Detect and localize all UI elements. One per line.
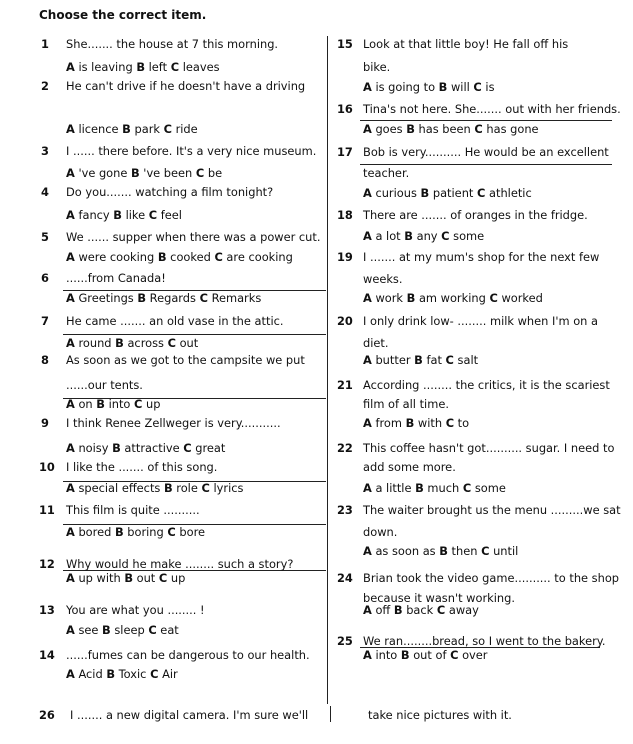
question-text: According ........ the critics, it is the scariest	[363, 378, 610, 392]
option-text: noisy	[74, 441, 113, 455]
option-text: up	[167, 571, 186, 585]
option-letter: B	[124, 571, 133, 585]
option-text: Greetings	[74, 291, 138, 305]
question-text: ......from Canada!	[66, 271, 166, 285]
option-letter: A	[363, 481, 372, 495]
option-letter: A	[66, 571, 75, 585]
option-text: leaves	[179, 60, 220, 74]
question-number: 1	[41, 37, 49, 51]
option-letter: C	[436, 603, 446, 617]
option-text: park	[130, 122, 164, 136]
question-text: Tina's not here. She....... out with her friends.	[363, 102, 621, 116]
question-text: We ...... supper when there was a power cut.	[66, 230, 321, 244]
option-letter: B	[114, 525, 124, 539]
option-letter: A	[363, 291, 372, 305]
question-text: I ....... at my mum's shop for the next few	[363, 250, 600, 264]
question-text-continued: down.	[363, 525, 398, 539]
option-text: Remarks	[207, 291, 262, 305]
answer-options	[66, 122, 198, 136]
option-text: back	[402, 603, 437, 617]
option-letter: C	[489, 291, 498, 305]
option-letter: B	[406, 291, 416, 305]
column-divider	[327, 36, 328, 704]
option-letter: A	[363, 80, 372, 94]
question-number: 11	[39, 503, 55, 517]
question-text-continued: diet.	[363, 336, 389, 350]
question-text: This film is quite ..........	[66, 503, 200, 517]
question-text: Do you....... watching a film tonight?	[66, 185, 274, 199]
option-letter: C	[477, 186, 486, 200]
option-letter: A	[363, 229, 372, 243]
answer-options	[66, 623, 179, 637]
answer-options	[66, 481, 243, 495]
option-letter: A	[363, 186, 372, 200]
question-text: Why would he make ........ such a story?	[66, 557, 294, 571]
question-text: Brian took the video game.......... to the shop	[363, 571, 620, 585]
answer-options	[363, 186, 532, 200]
option-text: round	[74, 336, 116, 350]
question-text-continued: because it wasn't working.	[363, 591, 515, 605]
option-letter: B	[163, 481, 173, 495]
option-text: out	[133, 571, 159, 585]
question-text: He can't drive if he doesn't have a driving	[66, 79, 306, 93]
option-text: work	[371, 291, 407, 305]
option-text: will	[447, 80, 474, 94]
question-number: 14	[39, 648, 55, 662]
option-letter: A	[66, 250, 75, 264]
option-letter: B	[400, 648, 410, 662]
option-letter: C	[167, 525, 176, 539]
option-letter: C	[445, 416, 455, 430]
question-number: 16	[337, 102, 353, 116]
option-text: sleep	[110, 623, 149, 637]
question-number: 9	[41, 416, 49, 430]
option-letter: C	[163, 122, 172, 136]
question-number: 18	[337, 208, 353, 222]
option-letter: B	[131, 166, 140, 180]
option-letter: B	[393, 603, 403, 617]
question-text: Bob is very.......... He would be an excellent	[363, 145, 609, 159]
question-number: 25	[337, 634, 353, 648]
option-letter: C	[473, 80, 482, 94]
option-text: worked	[497, 291, 543, 305]
question-number: 8	[41, 353, 49, 367]
question-text: We ran........bread, so I went to the bakery.	[363, 634, 606, 648]
question-number: 10	[39, 460, 55, 474]
option-letter: C	[199, 291, 208, 305]
option-letter: A	[66, 397, 75, 411]
question-text-continued: bike.	[363, 60, 391, 74]
option-letter: B	[406, 122, 415, 136]
option-letter: C	[148, 623, 157, 637]
option-letter: A	[66, 336, 75, 350]
option-text: as soon as	[371, 544, 440, 558]
option-letter: B	[112, 441, 121, 455]
option-text: special effects	[74, 481, 164, 495]
question-text: I ...... there before. It's a very nice museum.	[66, 144, 317, 158]
question-number: 20	[337, 314, 353, 328]
option-text: to	[454, 416, 470, 430]
question-text: He came ....... an old vase in the attic.	[66, 314, 284, 328]
question-number: 13	[39, 603, 55, 617]
option-text: away	[445, 603, 479, 617]
option-letter: A	[363, 648, 372, 662]
answer-options	[66, 291, 261, 305]
question-number: 15	[337, 37, 353, 51]
answer-options	[363, 291, 543, 305]
option-text: fancy	[74, 208, 114, 222]
option-letter: B	[438, 80, 448, 94]
option-text: has been	[414, 122, 475, 136]
answer-options	[66, 525, 205, 539]
option-text: over	[458, 648, 488, 662]
option-letter: A	[66, 441, 75, 455]
option-text: some	[449, 229, 485, 243]
rule	[63, 334, 326, 335]
question-text: I think Renee Zellweger is very...........	[66, 416, 281, 430]
option-text: fat	[422, 353, 446, 367]
question-number: 5	[41, 230, 49, 244]
option-letter: A	[66, 291, 75, 305]
option-letter: A	[363, 603, 372, 617]
question-text: There are ....... of oranges in the fridge.	[363, 208, 588, 222]
option-text: is	[481, 80, 495, 94]
option-text: boring	[123, 525, 168, 539]
option-text: a lot	[371, 229, 405, 243]
option-text: 've been	[139, 166, 196, 180]
option-letter: A	[66, 122, 75, 136]
answer-options	[363, 229, 484, 243]
option-letter: C	[481, 544, 490, 558]
rule	[360, 120, 612, 121]
answer-options	[66, 166, 222, 180]
option-text: goes	[371, 122, 407, 136]
answer-options	[363, 648, 487, 662]
option-text: out	[175, 336, 199, 350]
option-text: left	[145, 60, 171, 74]
rule	[360, 164, 612, 165]
option-letter: A	[66, 166, 75, 180]
question-text: As soon as we got to the campsite we put	[66, 353, 305, 367]
option-letter: A	[363, 416, 372, 430]
option-letter: B	[414, 353, 423, 367]
option-letter: C	[150, 667, 159, 681]
answer-options	[66, 571, 185, 585]
option-text: some	[471, 481, 506, 495]
question-text: ......fumes can be dangerous to our health.	[66, 648, 310, 662]
option-text: were cooking	[74, 250, 158, 264]
option-letter: B	[136, 60, 145, 74]
page-title: Choose the correct item.	[39, 8, 207, 22]
option-text: with	[414, 416, 446, 430]
option-text: athletic	[485, 186, 532, 200]
option-letter: B	[420, 186, 430, 200]
option-text: curious	[371, 186, 421, 200]
option-letter: B	[113, 208, 122, 222]
option-letter: A	[66, 525, 75, 539]
question-text-continued: weeks.	[363, 272, 403, 286]
column-divider-bottom	[330, 706, 331, 722]
option-letter: B	[115, 336, 124, 350]
question-text: I only drink low- ........ milk when I'm on a	[363, 314, 598, 328]
question-text: She....... the house at 7 this morning.	[66, 37, 279, 51]
option-letter: C	[195, 166, 205, 180]
option-letter: A	[66, 60, 75, 74]
question-number: 4	[41, 185, 49, 199]
question-number: 17	[337, 145, 353, 159]
answer-options	[363, 544, 518, 558]
option-letter: B	[102, 623, 111, 637]
option-text: across	[123, 336, 168, 350]
question-number: 22	[337, 441, 353, 455]
question-number: 19	[337, 250, 353, 264]
option-letter: C	[167, 336, 176, 350]
option-letter: B	[137, 291, 147, 305]
option-letter: A	[66, 667, 75, 681]
question-text: You are what you ........ !	[66, 603, 205, 617]
option-letter: B	[439, 544, 448, 558]
option-text: out of	[409, 648, 451, 662]
answer-options	[66, 208, 182, 222]
option-letter: C	[134, 397, 143, 411]
option-text: am working	[415, 291, 490, 305]
question-number: 23	[337, 503, 353, 517]
option-text: see	[74, 623, 103, 637]
option-letter: C	[462, 481, 472, 495]
option-text: eat	[156, 623, 179, 637]
option-text: is going to	[371, 80, 439, 94]
option-letter: C	[201, 481, 210, 495]
answer-options	[66, 60, 220, 74]
option-text: is leaving	[74, 60, 137, 74]
option-letter: C	[450, 648, 459, 662]
option-text: on	[74, 397, 97, 411]
option-text: are cooking	[222, 250, 293, 264]
option-letter: A	[66, 623, 75, 637]
option-text: until	[489, 544, 519, 558]
option-letter: A	[363, 544, 372, 558]
option-text: patient	[429, 186, 477, 200]
option-text: lyrics	[209, 481, 244, 495]
question-number: 3	[41, 144, 49, 158]
option-text: bored	[74, 525, 115, 539]
question-text-continued: film of all time.	[363, 397, 449, 411]
option-letter: C	[214, 250, 223, 264]
option-text: up	[142, 397, 161, 411]
option-text: into	[104, 397, 135, 411]
option-text: into	[371, 648, 401, 662]
option-letter: C	[158, 571, 168, 585]
question-text: I ....... a new digital camera. I'm sure we'll	[70, 708, 309, 722]
option-text: has gone	[482, 122, 539, 136]
option-text: attractive	[120, 441, 184, 455]
option-text: Air	[158, 667, 178, 681]
question-number: 21	[337, 378, 353, 392]
answer-options	[363, 481, 506, 495]
option-text: from	[371, 416, 406, 430]
option-text: role	[172, 481, 202, 495]
option-letter: C	[441, 229, 450, 243]
question-text-continued: add some more.	[363, 460, 456, 474]
option-text: bore	[175, 525, 206, 539]
option-letter: B	[415, 481, 424, 495]
option-text: ride	[171, 122, 198, 136]
question-number: 26	[39, 708, 55, 722]
option-letter: C	[148, 208, 158, 222]
option-text: cooked	[166, 250, 215, 264]
answer-options	[363, 416, 469, 430]
option-text: licence	[74, 122, 123, 136]
question-number: 2	[41, 79, 49, 93]
option-letter: C	[183, 441, 192, 455]
question-number: 6	[41, 271, 49, 285]
question-number: 7	[41, 314, 49, 328]
question-number: 24	[337, 571, 353, 585]
answer-options	[66, 397, 160, 411]
option-letter: B	[96, 397, 105, 411]
option-letter: A	[363, 353, 372, 367]
option-text: much	[423, 481, 463, 495]
option-text: great	[191, 441, 226, 455]
option-letter: C	[445, 353, 454, 367]
question-text-continued: ......our tents.	[66, 378, 143, 392]
answer-options	[363, 603, 479, 617]
question-number: 12	[39, 557, 55, 571]
option-letter: B	[404, 229, 413, 243]
question-text: I like the ....... of this song.	[66, 460, 218, 474]
answer-options	[363, 122, 539, 136]
option-text: a little	[371, 481, 416, 495]
option-text: like	[121, 208, 149, 222]
option-letter: C	[170, 60, 180, 74]
answer-options	[66, 250, 293, 264]
option-text: 've gone	[74, 166, 131, 180]
option-text: salt	[453, 353, 479, 367]
option-letter: B	[106, 667, 116, 681]
option-letter: C	[474, 122, 483, 136]
question-text-continued: teacher.	[363, 166, 410, 180]
option-text: feel	[157, 208, 182, 222]
option-letter: B	[405, 416, 415, 430]
question-text-continued: take nice pictures with it.	[368, 708, 512, 722]
option-text: up with	[74, 571, 125, 585]
option-text: be	[204, 166, 223, 180]
option-text: Acid	[74, 667, 107, 681]
answer-options	[66, 441, 225, 455]
answer-options	[66, 667, 178, 681]
question-text: Look at that little boy! He fall off his	[363, 37, 569, 51]
option-text: butter	[371, 353, 415, 367]
answer-options	[363, 353, 478, 367]
answer-options	[66, 336, 198, 350]
question-text: This coffee hasn't got.......... sugar. I need to	[363, 441, 615, 455]
option-letter: B	[157, 250, 167, 264]
option-letter: A	[363, 122, 372, 136]
option-text: Regards	[146, 291, 200, 305]
answer-options	[363, 80, 495, 94]
option-letter: B	[122, 122, 131, 136]
option-text: Toxic	[115, 667, 151, 681]
option-letter: A	[66, 208, 75, 222]
option-text: any	[412, 229, 442, 243]
option-text: then	[447, 544, 482, 558]
question-text: The waiter brought us the menu .........we sat	[363, 503, 621, 517]
option-letter: A	[66, 481, 75, 495]
option-text: off	[371, 603, 394, 617]
